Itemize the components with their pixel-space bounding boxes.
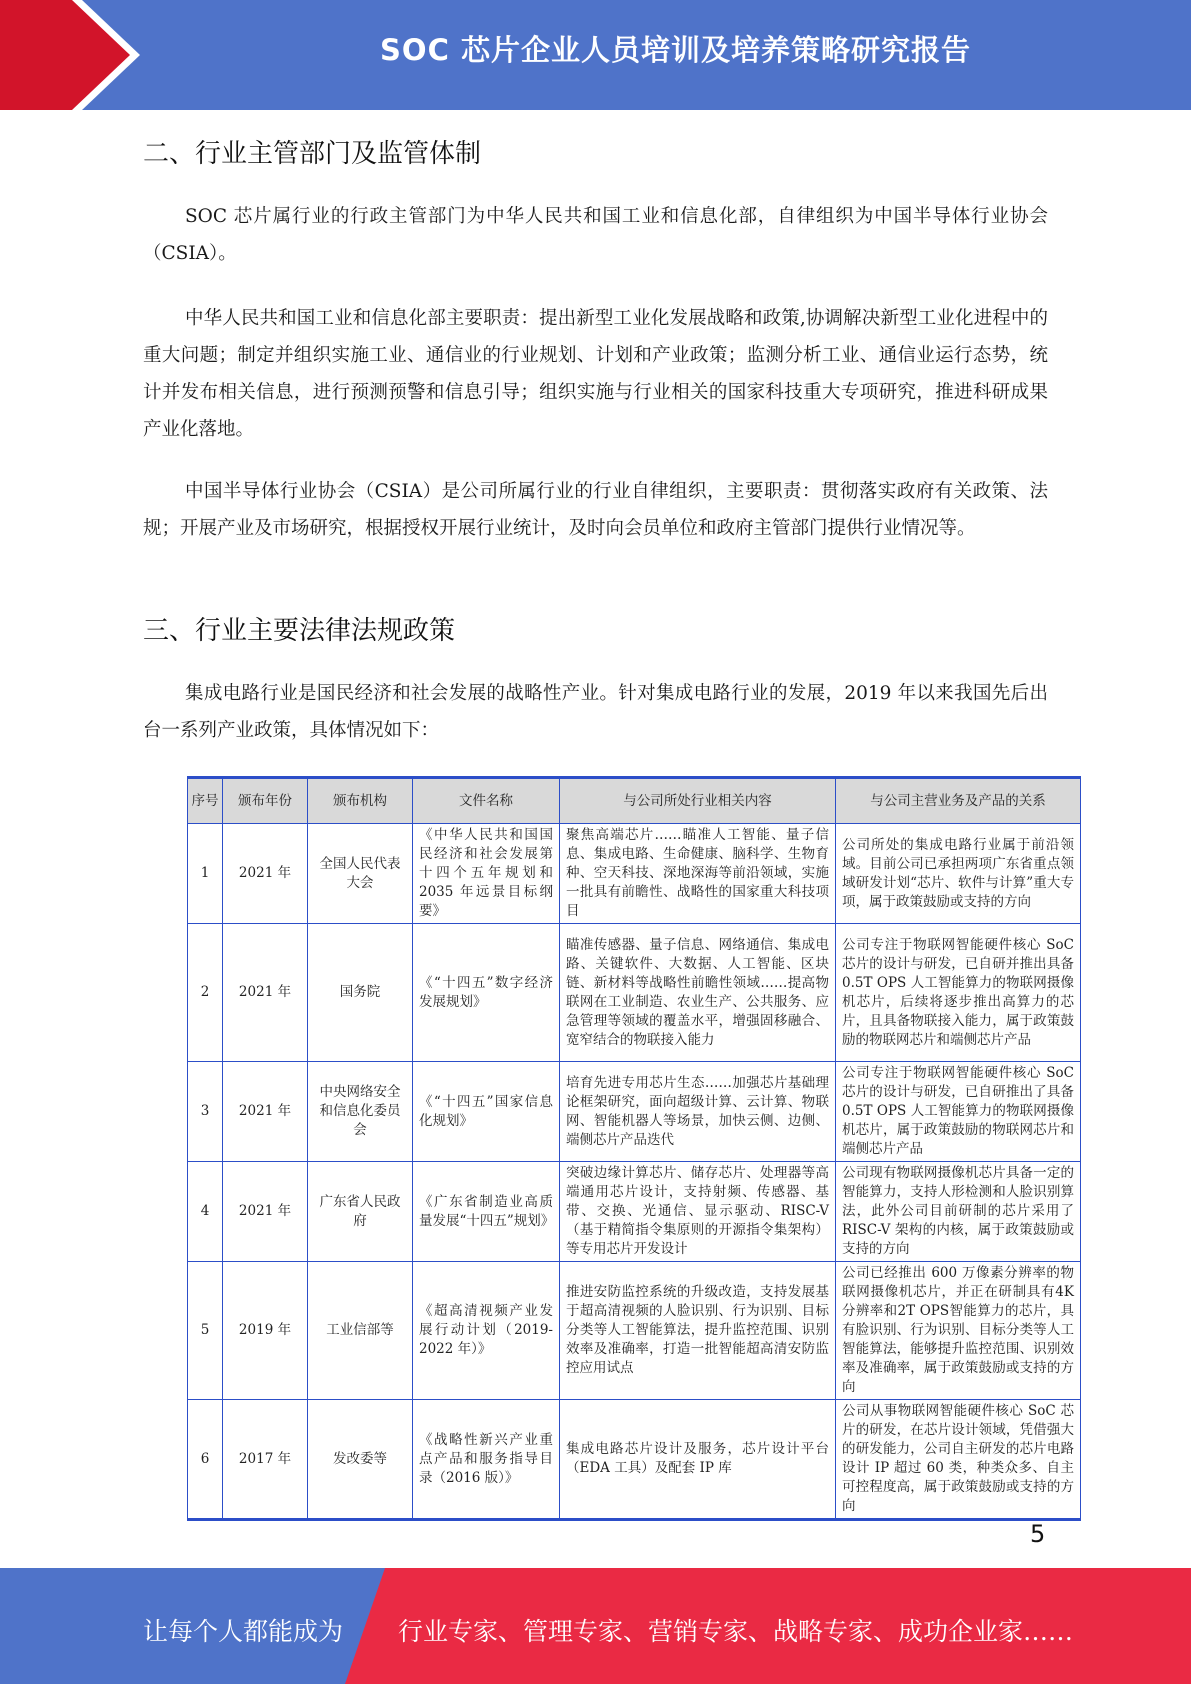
cell-agency: 中央网络安全和信息化委员会 [308, 1062, 413, 1162]
section-heading-policies: 三、行业主要法律法规政策 [143, 616, 456, 646]
cell-agency: 工业信部等 [308, 1262, 413, 1400]
cell-content: 培育先进专用芯片生态……加强芯片基础理论框架研究，面向超级计算、云计算、物联网、智能机器人等场景，加快云侧、边侧、端侧芯片产品迭代 [560, 1062, 836, 1162]
report-title: SOC 芯片企业人员培训及培养策略研究报告 [380, 33, 971, 67]
cell-relation: 公司专注于物联网智能硬件核心 SoC 芯片的设计与研发，已自研推出了具备 0.5T OPS 人工智能算力的物联网摄像机芯片，属于政策鼓励的物联网芯片和端侧芯片产品 [836, 1062, 1081, 1162]
cell-agency: 广东省人民政府 [308, 1162, 413, 1262]
table-row [188, 924, 1081, 1062]
table-row [188, 1262, 1081, 1400]
header-red-chevron [0, 0, 150, 110]
cell-no: 6 [188, 1400, 223, 1520]
cell-year: 2021 年 [223, 1062, 308, 1162]
column-header: 与公司所处行业相关内容 [560, 778, 836, 824]
footer-slogan-left: 让每个人都能成为 [143, 1617, 344, 1646]
column-header: 颁布年份 [223, 778, 308, 824]
footer-slogan-right: 行业专家、管理专家、营销专家、战略专家、成功企业家…… [398, 1617, 1074, 1646]
cell-no: 5 [188, 1262, 223, 1400]
cell-no: 2 [188, 924, 223, 1062]
cell-relation: 公司从事物联网智能硬件核心 SoC 芯片的研发，在芯片设计领域，凭借强大的研发能力，公司自主研发的芯片电路设计 IP 超过 60 类，种类众多、自主可控程度高，属于政策鼓励或支持的方向 [836, 1400, 1081, 1520]
cell-agency: 发改委等 [308, 1400, 413, 1520]
cell-agency: 全国人民代表大会 [308, 824, 413, 924]
cell-year: 2021 年 [223, 924, 308, 1062]
section-heading-regulator: 二、行业主管部门及监管体制 [143, 139, 482, 169]
cell-document: 《超高清视频产业发展行动计划（2019-2022 年）》 [413, 1262, 560, 1400]
cell-no: 4 [188, 1162, 223, 1262]
cell-content: 集成电路芯片设计及服务，芯片设计平台（EDA 工具）及配套 IP 库 [560, 1400, 836, 1520]
table-header-row [188, 778, 1081, 824]
cell-relation: 公司已经推出 600 万像素分辨率的物联网摄像机芯片，并正在研制具有4K分辨率和2T OPS智能算力的芯片，具有脸识别、行为识别、目标分类等人工智能算法，能够提升监控范围、识别效率及准确率，属于政策鼓励或支持的方向 [836, 1262, 1081, 1400]
table-row [188, 824, 1081, 924]
cell-year: 2021 年 [223, 824, 308, 924]
cell-content: 瞄准传感器、量子信息、网络通信、集成电路、关键软件、大数据、人工智能、区块链、新材料等战略性前瞻性领域……提高物联网在工业制造、农业生产、公共服务、应急管理等领域的覆盖水平，增强固移融合、宽窄结合的物联接入能力 [560, 924, 836, 1062]
cell-year: 2017 年 [223, 1400, 308, 1520]
paragraph: 中国半导体行业协会（CSIA）是公司所属行业的行业自律组织，主要职责：贯彻落实政府有关政策、法规；开展产业及市场研究，根据授权开展行业统计，及时向会员单位和政府主管部门提供行业情况等。 [143, 481, 1048, 539]
cell-year: 2021 年 [223, 1162, 308, 1262]
column-header: 与公司主营业务及产品的关系 [836, 778, 1081, 824]
cell-year: 2019 年 [223, 1262, 308, 1400]
footer-banner [0, 1568, 1191, 1684]
cell-document: 《“十四五”数字经济发展规划》 [413, 924, 560, 1062]
cell-document: 《广东省制造业高质量发展“十四五”规划》 [413, 1162, 560, 1262]
table-row [188, 1400, 1081, 1520]
cell-no: 1 [188, 824, 223, 924]
column-header: 颁布机构 [308, 778, 413, 824]
page-number: 5 [1030, 1520, 1046, 1548]
table-row [188, 1062, 1081, 1162]
paragraph: 中华人民共和国工业和信息化部主要职责：提出新型工业化发展战略和政策,协调解决新型工业化进程中的重大问题；制定并组织实施工业、通信业的行业规划、计划和产业政策；监测分析工业、通信业运行态势，统计并发布相关信息，进行预测预警和信息引导；组织实施与行业相关的国家科技重大专项研究，推进科研成果产业化落地。 [143, 308, 1048, 440]
cell-agency: 国务院 [308, 924, 413, 1062]
cell-content: 推进安防监控系统的升级改造，支持发展基于超高清视频的人脸识别、行为识别、目标分类等人工智能算法，提升监控范围、识别效率及准确率，打造一批智能超高清安防监控应用试点 [560, 1262, 836, 1400]
cell-document: 《中华人民共和国国民经济和社会发展第十四个五年规划和 2035 年远景目标纲要》 [413, 824, 560, 924]
cell-content: 突破边缘计算芯片、储存芯片、处理器等高端通用芯片设计，支持射频、传感器、基带、交换、光通信、显示驱动、RISC-V（基于精简指令集原则的开源指令集架构）等专用芯片开发设计 [560, 1162, 836, 1262]
cell-relation: 公司现有物联网摄像机芯片具备一定的智能算力，支持人形检测和人脸识别算法，此外公司目前研制的芯片采用了 RISC-V 架构的内核，属于政策鼓励或支持的方向 [836, 1162, 1081, 1262]
paragraph: SOC 芯片属行业的行政主管部门为中华人民共和国工业和信息化部，自律组织为中国半导体行业协会（CSIA）。 [143, 206, 1048, 264]
cell-relation: 公司所处的集成电路行业属于前沿领域。目前公司已承担两项广东省重点领域研发计划“芯片、软件与计算”重大专项，属于政策鼓励或支持的方向 [836, 824, 1081, 924]
cell-relation: 公司专注于物联网智能硬件核心 SoC 芯片的设计与研发，已自研并推出具备 0.5T OPS 人工智能算力的物联网摄像机芯片，后续将逐步推出高算力的芯片，且具备物联接入能力，属于政策鼓励的物联网芯片和端侧芯片产品 [836, 924, 1081, 1062]
column-header: 序号 [188, 778, 223, 824]
column-header: 文件名称 [413, 778, 560, 824]
cell-no: 3 [188, 1062, 223, 1162]
cell-document: 《战略性新兴产业重点产品和服务指导目录（2016 版）》 [413, 1400, 560, 1520]
cell-document: 《“十四五”国家信息化规划》 [413, 1062, 560, 1162]
policy-table [187, 776, 1081, 1521]
table-row [188, 1162, 1081, 1262]
cell-content: 聚焦高端芯片……瞄准人工智能、量子信息、集成电路、生命健康、脑科学、生物育种、空天科技、深地深海等前沿领域，实施一批具有前瞻性、战略性的国家重大科技项目 [560, 824, 836, 924]
paragraph: 集成电路行业是国民经济和社会发展的战略性产业。针对集成电路行业的发展，2019 年以来我国先后出台一系列产业政策，具体情况如下： [143, 683, 1048, 741]
